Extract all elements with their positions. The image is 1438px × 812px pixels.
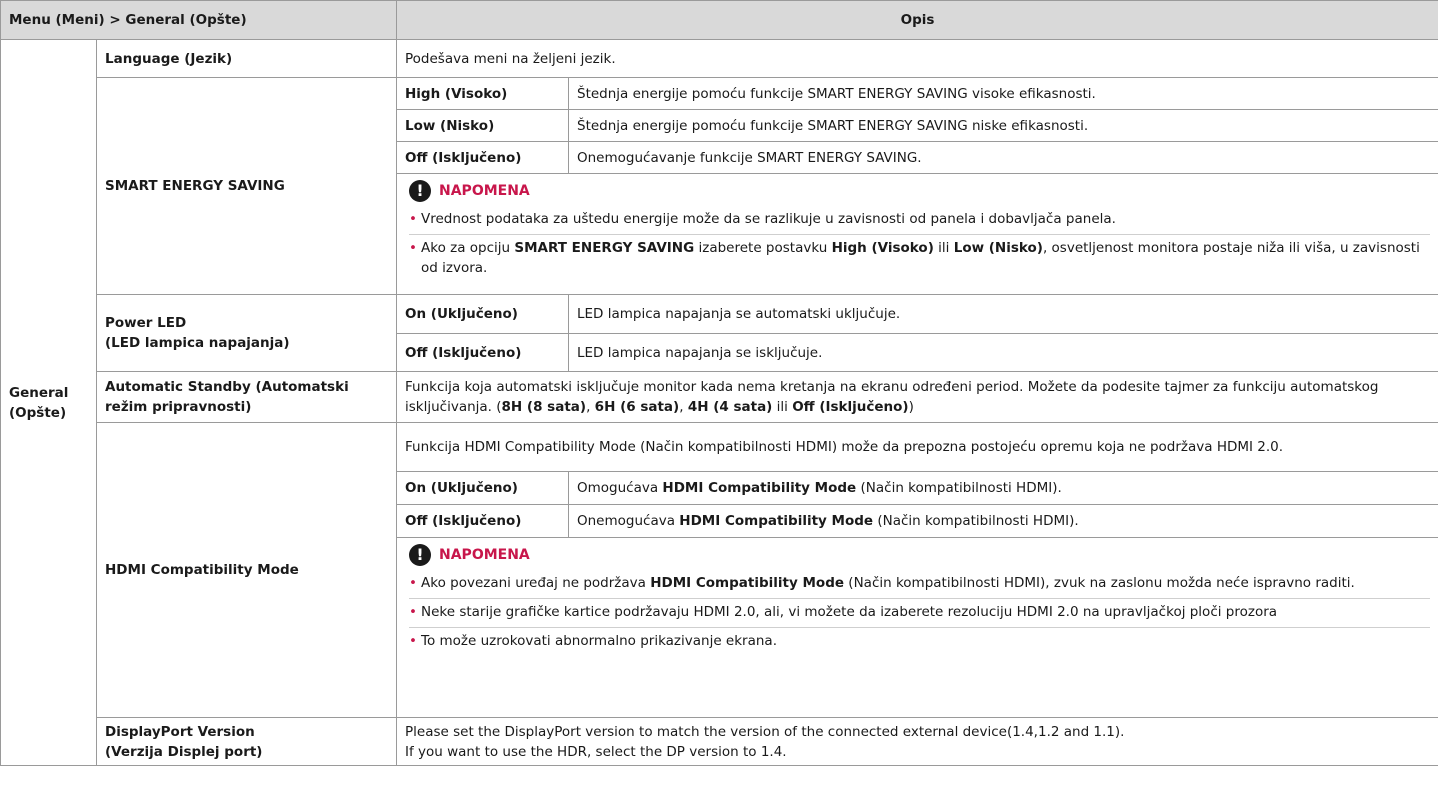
hdmi-note (397, 538, 1438, 718)
hdmi-intro: Funkcija HDMI Compatibility Mode (Način kompatibilnosti HDMI) može da prepozna postojeću opremu koja ne podržava HDMI 2.0. (397, 423, 1438, 472)
table-row (1, 78, 1438, 110)
option-desc: Onemogućava HDMI Compatibility Mode (Način kompatibilnosti HDMI). (569, 505, 1438, 538)
table-row (1, 718, 1438, 766)
header-menu-path: Menu (Meni) > General (Opšte) (1, 1, 397, 40)
note-title: NAPOMENA (439, 547, 530, 563)
setting-power-led: Power LED (LED lampica napajanja) (97, 295, 397, 372)
option-desc: Omogućava HDMI Compatibility Mode (Način kompatibilnosti HDMI). (569, 472, 1438, 505)
category-general (1, 40, 97, 766)
note-item: • Neke starije grafičke kartice podržavaju HDMI 2.0, ali, vi možete da izaberete rezoluciju HDMI 2.0 na upravljačkoj ploči prozora (409, 598, 1430, 627)
setting-smart-energy-saving: SMART ENERGY SAVING (97, 78, 397, 295)
table-row (1, 40, 1438, 78)
dp-desc: Please set the DisplayPort version to match the version of the connected external device(1.4,1.2 and 1.1). If you want to use the HDR, select the DP version to 1.4. (397, 718, 1438, 766)
bullet-icon: • (409, 211, 417, 227)
option-name: Off (Isključeno) (397, 334, 569, 372)
note-header (409, 180, 1430, 202)
language-desc: Podešava meni na željeni jezik. (397, 40, 1438, 78)
option-name: Off (Isključeno) (397, 505, 569, 538)
note-item: • Ako povezani uređaj ne podržava HDMI Compatibility Mode (Način kompatibilnosti HDMI), zvuk na zaslonu možda neće ispravno raditi. (409, 575, 1355, 591)
note-title: NAPOMENA (439, 183, 530, 199)
table-row (1, 295, 1438, 334)
bullet-icon: • (409, 575, 417, 591)
note-item: • Ako za opciju SMART ENERGY SAVING izaberete postavku High (Visoko) ili Low (Nisko), osvetljenost monitora postaje niža ili viša, u zavisnosti od izvora. (409, 234, 1430, 283)
ses-note (397, 174, 1438, 295)
exclamation-icon: ! (409, 180, 431, 202)
bullet-icon: • (409, 633, 417, 649)
bullet-icon: • (409, 240, 417, 256)
note-header (409, 544, 1430, 566)
setting-hdmi-compatibility-mode: HDMI Compatibility Mode (97, 423, 397, 718)
option-name: Off (Isključeno) (397, 142, 569, 174)
note-item: • To može uzrokovati abnormalno prikazivanje ekrana. (409, 627, 1430, 656)
exclamation-icon: ! (409, 544, 431, 566)
bullet-icon: • (409, 604, 417, 620)
category-label: General (Opšte) (9, 384, 69, 421)
option-desc: LED lampica napajanja se automatski uključuje. (569, 295, 1438, 334)
table-header-row (1, 1, 1438, 40)
option-name: On (Uključeno) (397, 295, 569, 334)
setting-language: Language (Jezik) (97, 40, 397, 78)
note-item: • Vrednost podataka za uštedu energije može da se razlikuje u zavisnosti od panela i dobavljača panela. (409, 211, 1116, 227)
option-desc: Štednja energije pomoću funkcije SMART ENERGY SAVING niske efikasnosti. (569, 110, 1438, 142)
option-desc: Štednja energije pomoću funkcije SMART ENERGY SAVING visoke efikasnosti. (569, 78, 1438, 110)
option-name: Low (Nisko) (397, 110, 569, 142)
option-desc: Onemogućavanje funkcije SMART ENERGY SAVING. (569, 142, 1438, 174)
table-row (1, 372, 1438, 423)
standby-desc: Funkcija koja automatski isključuje monitor kada nema kretanja na ekranu određeni period. Možete da podesite tajmer za funkciju automatskog isključivanja. (8H (8 sata), 6H (6 sata), 4H (4 sata) ili Off (Isključeno)) (397, 372, 1438, 423)
option-name: High (Visoko) (397, 78, 569, 110)
setting-displayport-version: DisplayPort Version (Verzija Displej port) (97, 718, 397, 766)
option-name: On (Uključeno) (397, 472, 569, 505)
setting-automatic-standby: Automatic Standby (Automatski režim pripravnosti) (97, 372, 397, 423)
table-row (1, 423, 1438, 472)
header-description: Opis (397, 1, 1438, 40)
option-desc: LED lampica napajanja se isključuje. (569, 334, 1438, 372)
